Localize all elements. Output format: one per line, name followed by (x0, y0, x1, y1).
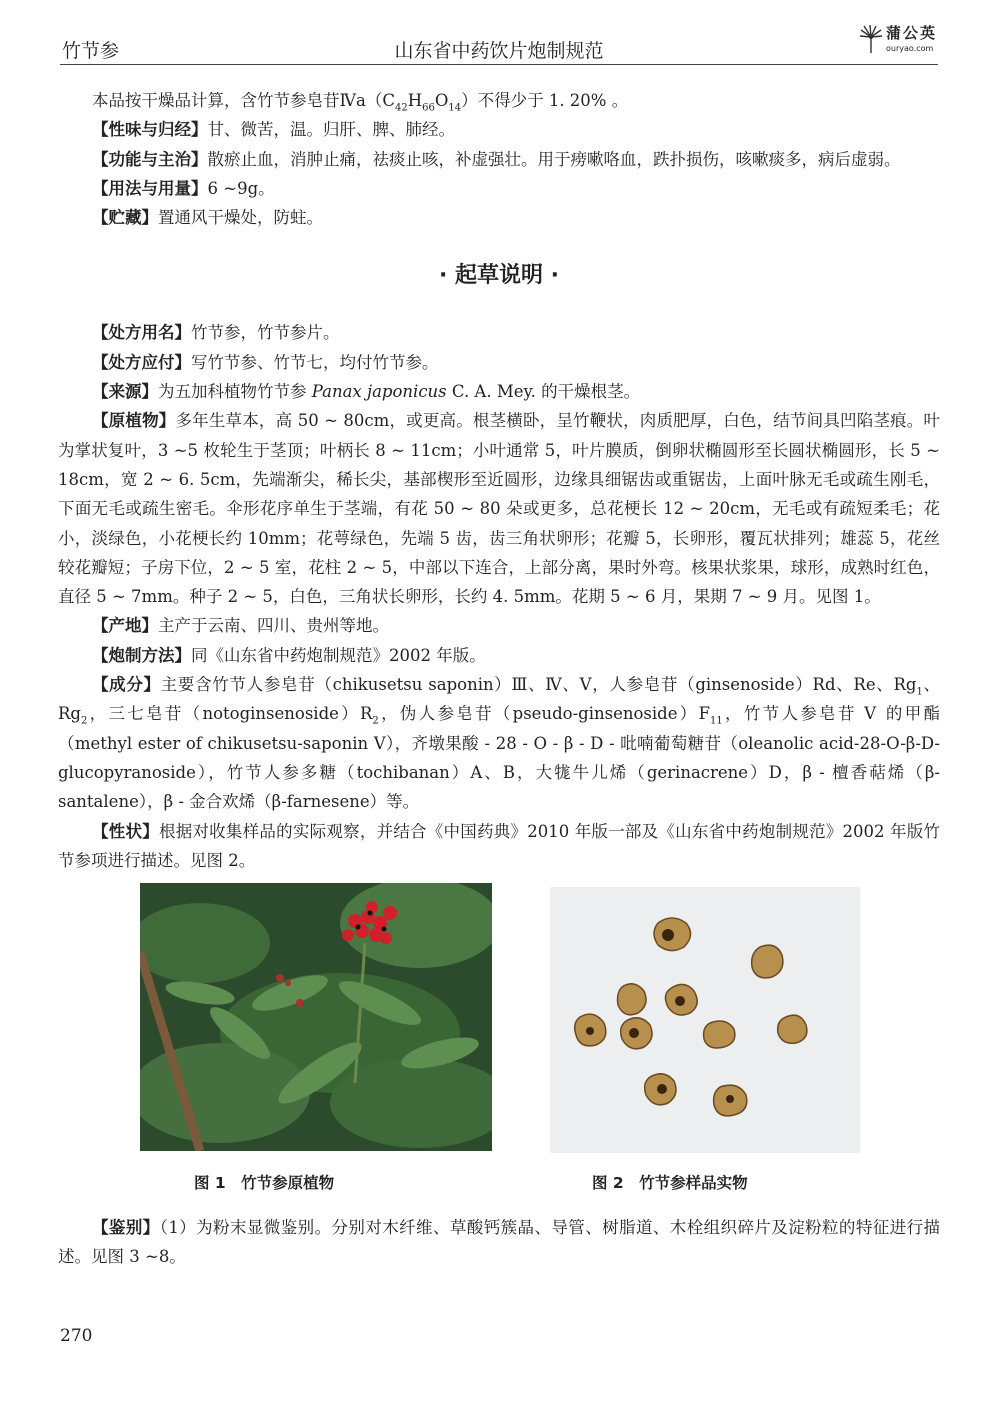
figure-1-caption: 图 1 竹节参原植物 (194, 1174, 335, 1193)
dandelion-icon (858, 24, 884, 54)
page-body (58, 86, 940, 1272)
plant-photo (140, 883, 492, 1151)
source-paragraph: 【来源】为五加科植物竹节参 Panax japonicus C. A. Mey. 的干燥根茎。 (92, 382, 641, 402)
storage-paragraph: 【贮藏】置通风干燥处，防蛀。 (92, 208, 323, 228)
header-section-name: 竹节参 (62, 40, 120, 62)
logo-text: 蒲公英 (886, 24, 938, 42)
processing-paragraph: 【炮制方法】同《山东省中药炮制规范》2002 年版。 (92, 645, 486, 665)
prescription-name-paragraph: 【处方用名】竹节参，竹节参片。 (92, 323, 340, 343)
content-paragraph: 本品按干燥品计算，含竹节参皂苷$Ⅳa(C_{42}H_{66}O_{14})$不得少于 1. 20% 。 (92, 91, 629, 114)
publisher-logo (858, 20, 938, 62)
header-book-title: 山东省中药饮片炮制规范 (394, 40, 604, 62)
dispensing-paragraph: 【处方应付】写竹节参、竹节七，均付竹节参。 (92, 352, 439, 372)
function-paragraph: 【功能与主治】散瘀止血，消肿止痛，祛痰止咳，补虚强壮。用于痨嗽咯血，跌扑损伤，咳嗽痰多，病后虚弱。 (92, 149, 901, 169)
constituents-paragraph: 【成分】主要含竹节人参皂苷（chikusetsu saponin）Ⅲ、Ⅳ、Ⅴ，人参皂苷（ginsenoside）Rd、Re、$Rg_1$、$Rg_2$，三七皂苷$(notoginsenoside)R_2$，伪人参皂苷$(pseudo-ginsenoside)F_{11}$，竹节人参皂苷 Ⅴ 的甲酯（methyl ester of chikusetsu-saponin Ⅴ），齐墩果酸 - 28 - O - β - D - 吡喃葡萄糖苷（oleanolic acid-28-O-β-D-glucopyranoside），竹节人参多糖（tochibanan）A、B，大牻牛儿烯（gerinacrene）D，β - 檀香萜烯（β-santalene），β - 金合欢烯（β-farnesene）等。 (58, 675, 941, 812)
figure-2-caption: 图 2 竹节参样品实物 (592, 1174, 748, 1193)
figure-row (58, 883, 940, 1213)
origin-paragraph: 【产地】主产于云南、四川、贵州等地。 (92, 616, 389, 636)
running-header (60, 24, 938, 65)
sample-photo (550, 887, 860, 1153)
section-title: · 起草说明 · (438, 263, 560, 289)
page-number: 270 (60, 1326, 93, 1346)
description-paragraph: 【性状】根据对收集样品的实际观察，并结合《中国药典》2010 年版一部及《山东省中药炮制规范》2002 年版竹节参项进行描述。见图 2。 (58, 821, 940, 870)
taste-meridian-paragraph: 【性味与归经】甘、微苦，温。归肝、脾、肺经。 (92, 120, 455, 140)
usage-paragraph: 【用法与用量】6 ~9g。 (92, 178, 275, 198)
logo-url: ouryao.com (886, 44, 934, 53)
plant-paragraph: 【原植物】多年生草本，高 50 ~ 80cm，或更高。根茎横卧，呈竹鞭状，肉质肥厚，白色，结节间具凹陷茎痕。叶为掌状复叶，3 ~5 枚轮生于茎顶；叶柄长 8 ~ 11cm；小叶通常 5，叶片膜质，倒卵状椭圆形至长圆状椭圆形，长 5 ~ 18cm，宽 2 ~ 6. 5cm，先端渐尖，稀长尖，基部楔形至近圆形，边缘具细锯齿或重锯齿，上面叶脉无毛或疏生刚毛，下面无毛或疏生密毛。伞形花序单生于茎端，有花 50 ~ 80 朵或更多，总花梗长 12 ~ 20cm，无毛或有疏短柔毛；花小，淡绿色，小花梗长约 10mm；花萼绿色，先端 5 齿，齿三角状卵形；花瓣 5，长卵形，覆瓦状排列；雄蕊 5，花丝较花瓣短；子房下位，2 ~ 5 室，花柱 2 ~ 5，中部以下连合，上部分离，果时外弯。核果状浆果，球形，成熟时红色，直径 5 ~ 7mm。种子 2 ~ 5，白色，三角状长卵形，长约 4. 5mm。花期 5 ~ 6 月，果期 7 ~ 9 月。见图 1。 (58, 411, 940, 607)
identification-paragraph: 【鉴别】（1）为粉末显微鉴别。分别对木纤维、草酸钙簇晶、导管、树脂道、木栓组织碎片及淀粉粒的特征进行描述。见图 3 ~8。 (58, 1218, 941, 1267)
